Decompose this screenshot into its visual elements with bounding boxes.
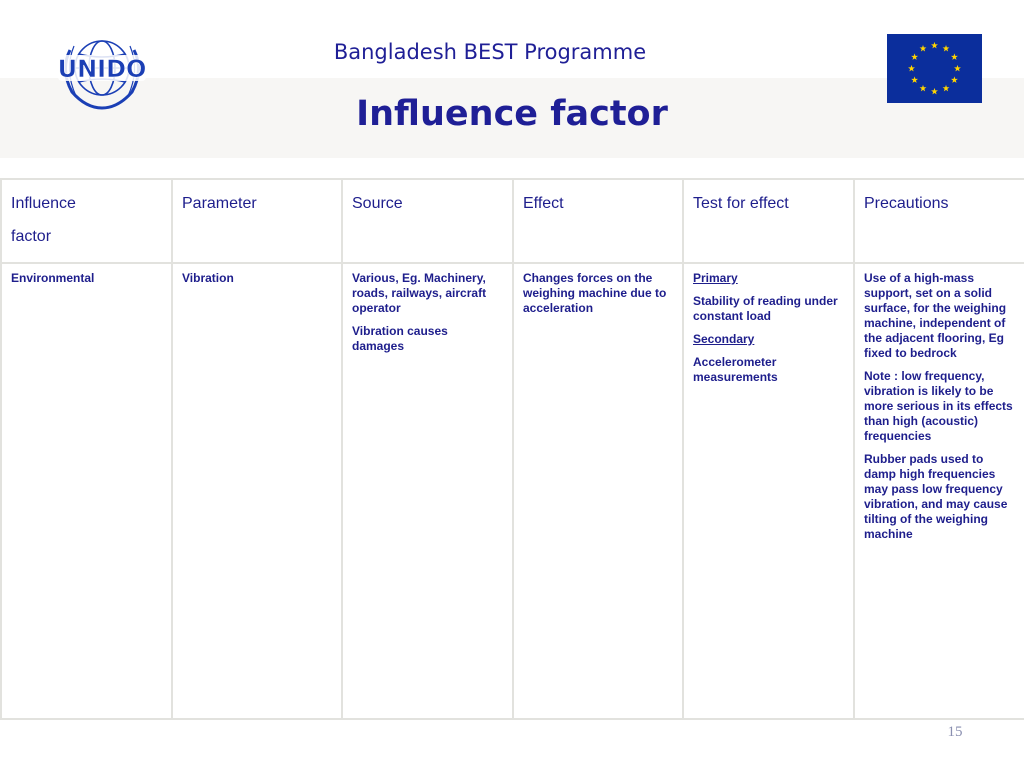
cell-precautions <box>854 263 1024 719</box>
influence-factor-value: Environmental <box>11 271 95 285</box>
header-parameter: Parameter <box>172 179 342 263</box>
cell-influence-factor <box>1 263 172 719</box>
precaution-item: Rubber pads used to damp high frequencies may pass low frequency vibration, and may cause tilting of the weighing machine <box>864 452 1008 541</box>
unido-logo <box>56 30 148 112</box>
source-line: Various, Eg. Machinery, roads, railways, aircraft operator <box>352 271 487 315</box>
parameter-value: Vibration <box>182 271 234 285</box>
primary-text: Stability of reading under constant load <box>693 294 838 323</box>
secondary-text: Accelerometer measurements <box>693 355 778 384</box>
cell-source <box>342 263 513 719</box>
effect-value: Changes forces on the weighing machine due to acceleration <box>523 271 667 315</box>
primary-label: Primary <box>693 271 738 285</box>
secondary-label: Secondary <box>693 332 755 346</box>
influence-factor-table <box>0 178 1024 720</box>
source-line: Vibration causes damages <box>352 324 448 353</box>
header-test-for-effect: Test for effect <box>683 179 854 263</box>
svg-text:UNIDO: UNIDO <box>57 55 147 83</box>
page-number: 15 <box>947 724 963 740</box>
header-effect: Effect <box>513 179 683 263</box>
programme-title: Bangladesh BEST Programme <box>333 40 647 64</box>
cell-parameter <box>172 263 342 719</box>
precaution-item: Use of a high-mass support, set on a solid surface, for the weighing machine, independent of the adjacent flooring, Eg fixed to bedrock <box>864 271 1007 360</box>
header-influence-factor: Influence factor <box>1 179 172 263</box>
table-row <box>1 263 1024 719</box>
cell-test-for-effect <box>683 263 854 719</box>
cell-effect <box>513 263 683 719</box>
table-header-row <box>1 179 1024 263</box>
header-precautions: Precautions <box>854 179 1024 263</box>
precaution-item: Note : low frequency, vibration is likely to be more serious in its effects than high (acoustic) frequencies <box>864 369 1013 443</box>
slide-title: Influence factor <box>356 94 668 134</box>
eu-flag-logo <box>887 34 982 103</box>
influence-factor-table-wrap <box>0 178 1024 720</box>
header-source: Source <box>342 179 513 263</box>
